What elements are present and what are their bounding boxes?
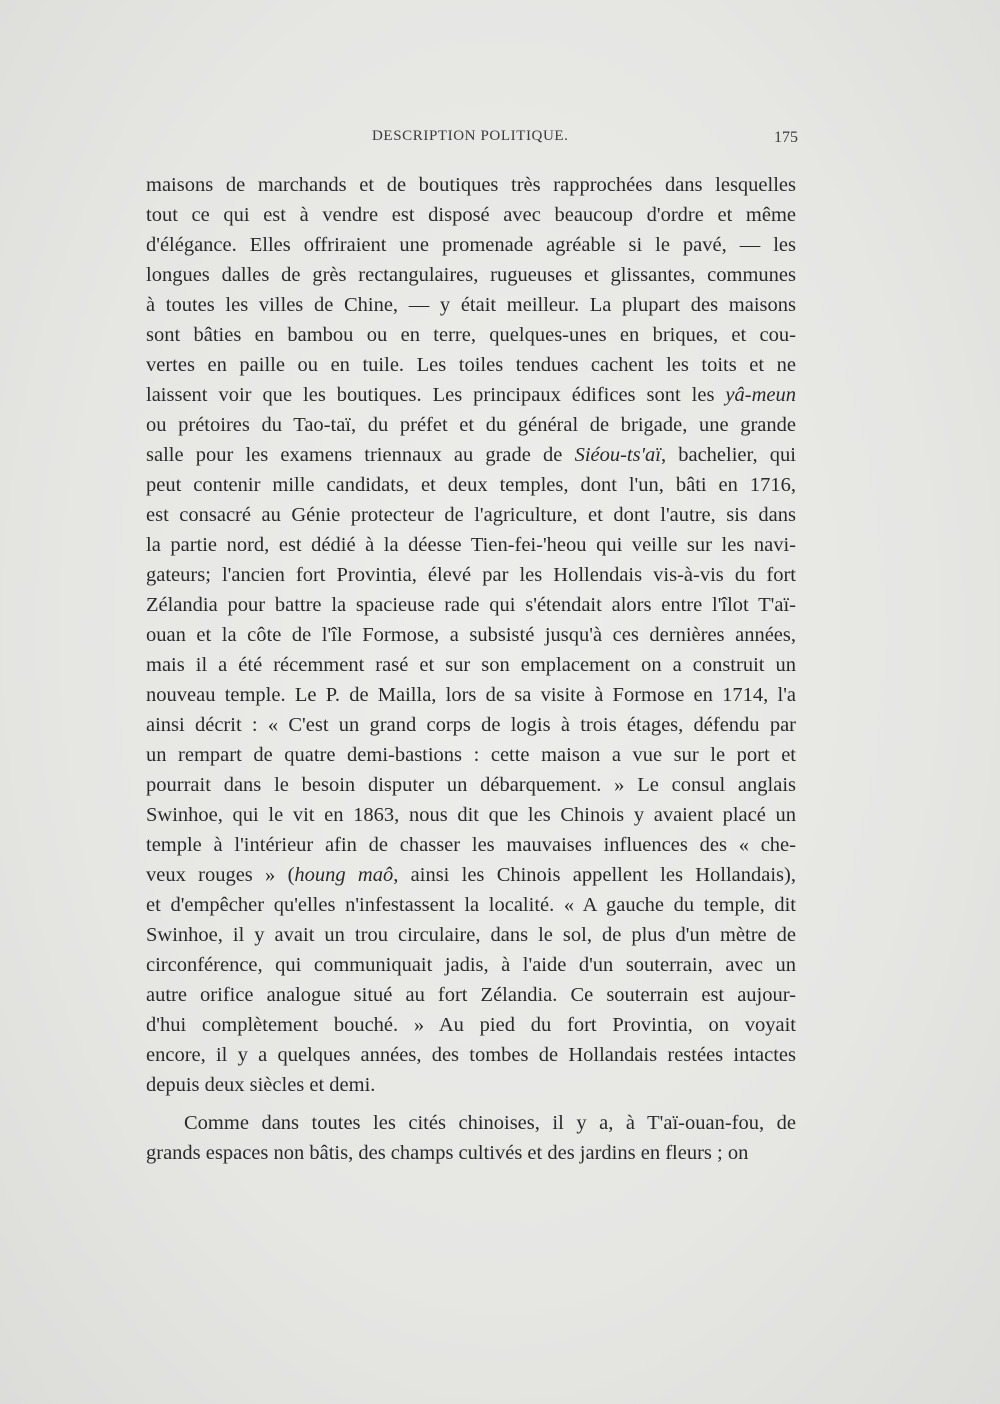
text-line: la partie nord, est dédié à la déesse Tien-fei-'heou qui veille sur les navi- <box>146 534 796 556</box>
text-line: peut contenir mille candidats, et deux temples, dont l'un, bâti en 1716, <box>146 474 796 496</box>
text-line: veux rouges » (houng maô, ainsi les Chinois appellent les Hollandais), <box>146 864 796 886</box>
text-line: pourrait dans le besoin disputer un débarquement. » Le consul anglais <box>146 774 796 796</box>
text-line: temple à l'intérieur afin de chasser les mauvaises influences des « che- <box>146 834 796 856</box>
text-line: autre orifice analogue situé au fort Zélandia. Ce souterrain est aujour- <box>146 984 796 1006</box>
text-line: d'élégance. Elles offriraient une promenade agréable si le pavé, — les <box>146 234 796 256</box>
text-line: Swinhoe, il y avait un trou circulaire, dans le sol, de plus d'un mètre de <box>146 924 796 946</box>
text-line: nouveau temple. Le P. de Mailla, lors de sa visite à Formose en 1714, l'a <box>146 684 796 706</box>
text-line: encore, il y a quelques années, des tombes de Hollandais restées intactes <box>146 1044 796 1066</box>
paragraph-1 <box>146 170 796 1100</box>
text-line: salle pour les examens triennaux au grade de Siéou-ts'aï, bachelier, qui <box>146 444 796 466</box>
running-title: DESCRIPTION POLITIQUE. <box>372 128 569 144</box>
text-line: mais il a été récemment rasé et sur son emplacement on a construit un <box>146 654 796 676</box>
text-line: ouan et la côte de l'île Formose, a subsisté jusqu'à ces dernières années, <box>146 624 796 646</box>
paragraph-2 <box>146 1108 796 1168</box>
text-line: gateurs; l'ancien fort Provintia, élevé par les Hollendais vis-à-vis du fort <box>146 564 796 586</box>
text-line: un rempart de quatre demi-bastions : cette maison a vue sur le port et <box>146 744 796 766</box>
text-line: circonférence, qui communiquait jadis, à l'aide d'un souterrain, avec un <box>146 954 796 976</box>
text-line: maisons de marchands et de boutiques très rapprochées dans lesquelles <box>146 174 796 196</box>
text-line: Swinhoe, qui le vit en 1863, nous dit que les Chinois y avaient placé un <box>146 804 796 826</box>
text-line: d'hui complètement bouché. » Au pied du fort Provintia, on voyait <box>146 1014 796 1036</box>
text-line: et d'empêcher qu'elles n'infestassent la localité. « A gauche du temple, dit <box>146 894 796 916</box>
text-line: ainsi décrit : « C'est un grand corps de logis à trois étages, défendu par <box>146 714 796 736</box>
text-line: grands espaces non bâtis, des champs cultivés et des jardins en fleurs ; on <box>146 1142 749 1164</box>
text-line: ou prétoires du Tao-taï, du préfet et du général de brigade, une grande <box>146 414 796 436</box>
text-line: depuis deux siècles et demi. <box>146 1074 376 1096</box>
body-text <box>146 170 796 1168</box>
text-line: Zélandia pour battre la spacieuse rade qui s'étendait alors entre l'îlot T'aï- <box>146 594 796 616</box>
page-number: 175 <box>774 129 798 146</box>
text-line: sont bâties en bambou ou en terre, quelques-unes en briques, et cou- <box>146 324 796 346</box>
text-line: vertes en paille ou en tuile. Les toiles tendues cachent les toits et ne <box>146 354 796 376</box>
text-line: Comme dans toutes les cités chinoises, il y a, à T'aï-ouan-fou, de <box>184 1112 796 1134</box>
text-line: est consacré au Génie protecteur de l'agriculture, et dont l'autre, sis dans <box>146 504 796 526</box>
text-line: à toutes les villes de Chine, — y était meilleur. La plupart des maisons <box>146 294 796 316</box>
text-line: tout ce qui est à vendre est disposé avec beaucoup d'ordre et même <box>146 204 796 226</box>
text-line: longues dalles de grès rectangulaires, rugueuses et glissantes, communes <box>146 264 796 286</box>
text-line: laissent voir que les boutiques. Les principaux édifices sont les yâ-meun <box>146 384 796 406</box>
